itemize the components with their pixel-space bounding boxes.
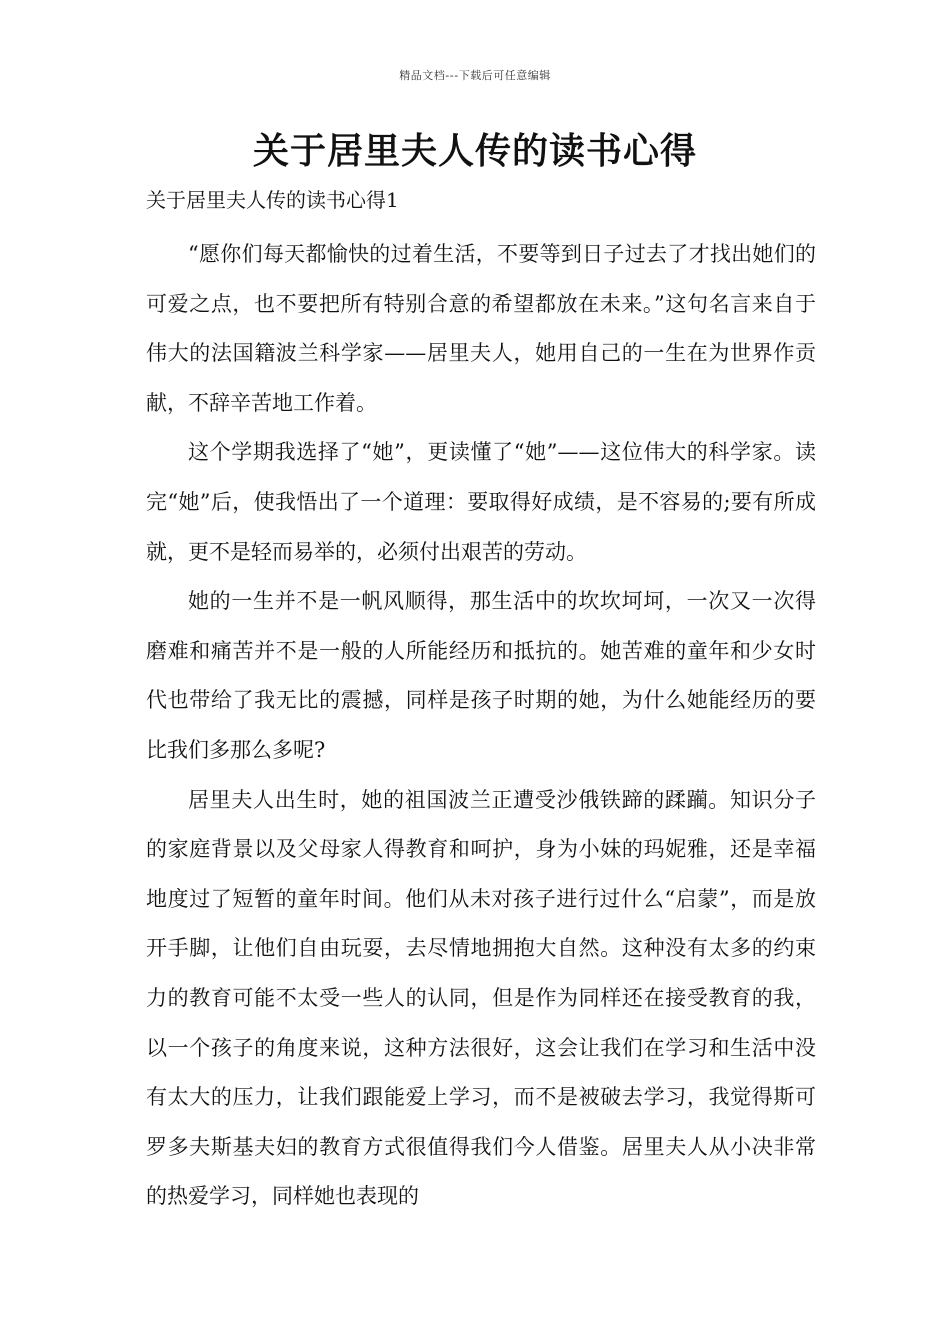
paragraph-1: “愿你们每天都愉快的过着生活，不要等到日子过去了才找出她们的可爱之点，也不要把所有特别合意的希望都放在未来。”这句名言来自于伟大的法国籍波兰科学家——居里夫人，她用自己的一生在为世界作贡献，不辞辛苦地工作着。 (146, 242, 816, 415)
document-body (146, 230, 816, 1222)
header-note: 精品文档---下载后可任意编辑 (399, 69, 551, 82)
paragraph-3: 她的一生并不是一帆风顺得，那生活中的坎坎坷坷，一次又一次得磨难和痛苦并不是一般的人所能经历和抵抗的。她苦难的童年和少女时代也带给了我无比的震撼，同样是孩子时期的她，为什么她能经历的要比我们多那么多呢? (146, 589, 816, 762)
paragraph-2: 这个学期我选择了“她”，更读懂了“她”——这位伟大的科学家。读完“她”后，使我悟出了一个道理：要取得好成绩，是不容易的;要有所成就，更不是轻而易举的，必须付出艰苦的劳动。 (146, 440, 816, 564)
document-title: 关于居里夫人传的读书心得 (252, 131, 697, 172)
paragraph-4: 居里夫人出生时，她的祖国波兰正遭受沙俄铁蹄的蹂躏。知识分子的家庭背景以及父母家人得教育和呵护，身为小妹的玛妮雅，还是幸福地度过了短暂的童年时间。他们从未对孩子进行过什么“启蒙”，而是放开手脚，让他们自由玩耍，去尽情地拥抱大自然。这种没有太多的约束力的教育可能不太受一些人的认同，但是作为同样还在接受教育的我，以一个孩子的角度来说，这种方法很好，这会让我们在学习和生活中没有太大的压力，让我们跟能爱上学习，而不是被破去学习，我觉得斯可罗多夫斯基夫妇的教育方式很值得我们今人借鉴。居里夫人从小决非常的热爱学习，同样她也表现的 (146, 787, 816, 1209)
document-subtitle: 关于居里夫人传的读书心得1 (146, 188, 399, 212)
